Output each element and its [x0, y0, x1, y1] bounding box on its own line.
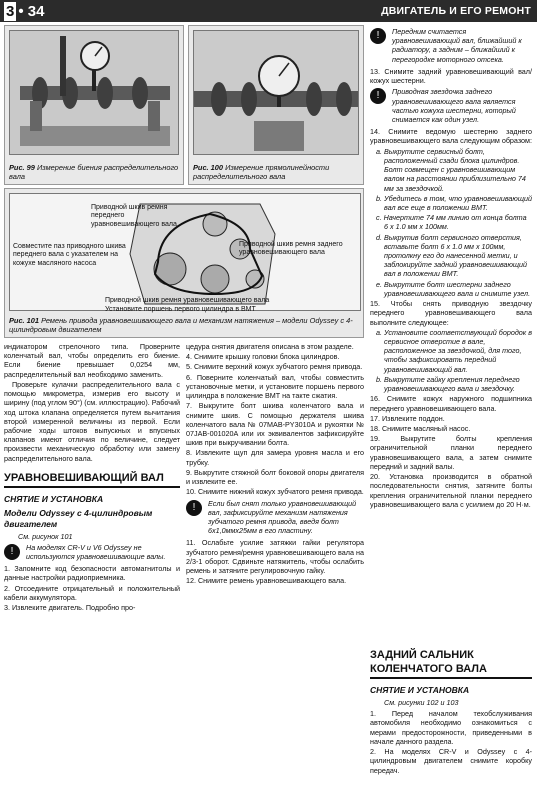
step-20: 20. Установка производится в обратной последовательности снятия, затяните болты крепления ограничительной планки переднего уравновешивающего вала с усилием до 20 Н·м. [370, 472, 532, 509]
dial-indicator-illustration [10, 31, 179, 155]
step-12: 12. Снимите ремень уравновешивающего вала. [186, 576, 347, 586]
figure-101-caption: Рис. 101 Ремень привода уравновешивающего вала и механизм натяжения – модели Odyssey с 4-цилиндровым двигателем [9, 315, 353, 334]
step-15: 15. Чтобы снять приводную звездочку переднего уравновешивающего вала выполните следующее: [370, 299, 532, 327]
heading-removal: СНЯТИЕ И УСТАНОВКА [4, 493, 104, 504]
column-3-bottom [370, 648, 532, 776]
step-14b: b. Убедитесь в том, что уравновешивающий вал все еще в положении ВМТ. [376, 193, 532, 212]
page-header [0, 0, 537, 22]
label-drive-pulley: Приводной шкив ремня уравновешивающего вала [105, 297, 270, 304]
step-15a: а. Установите соответствующий бородок в сервисное отверстие в вале, расположенное за звездочкой, для того, чтобы зафиксировать передний уравновешивающий вал. [376, 327, 532, 374]
column-1 [4, 342, 180, 613]
paragraph-lobes: Проверьте кулачки распределительного вала с помощью микрометра, измерив его высоту и ширину (под углом 90°) (см. иллюстрацию). Рабочий ход штока клапана определяется путем вычитания второй измеренной величины из первой. Если рабочие ходы штоков выпускных и впускных клапанов имеют отличия по величине, следует произвести механическую обработку или замену распределительного вала. [4, 379, 180, 463]
note-rear-sprocket: ! Приводная звездочка заднего уравновешивающего вала является частью кожуха шестерни, который снимается как один узел. [370, 87, 532, 124]
step-2: 2. Отсоедините отрицательный и положительный кабели аккумулятора. [4, 583, 180, 602]
step-5: 5. Снимите верхний кожух зубчатого ремня привода. [186, 362, 363, 372]
warning-icon: ! [4, 544, 20, 560]
step-7: 7. Выкрутите болт шкива коленчатого вала и снимите шкив. С помощью держателя шкива коленчатого вала № 07MAB-PY3010A и рукоятки № 07JAB-001020A или их эквивалентов зафиксируйте шкив при выкручивании болта. [186, 401, 364, 448]
paragraph-continue: цедура снятия двигателя описана в этом разделе. [186, 342, 354, 351]
step-9: 9. Выкрутите стяжной болт боковой опоры двигателя и извлеките ее. [186, 467, 364, 487]
paragraph-runout: индикатором стрелочного типа. Проверните коленчатый вал, чтобы определить его биение. Если биение превышает 0,0254 мм, распределительный вал необходимо заменить. [4, 342, 180, 379]
figure-99-photo [9, 30, 179, 155]
heading-balance-shaft: УРАВНОВЕШИВАЮЩИЙ ВАЛ [4, 471, 180, 488]
step-4: 4. Снимите крышку головки блока цилиндров. [186, 352, 340, 362]
step-1: 1. Запомните код безопасности автомагнитолы и данные настройки радиоприемника. [4, 564, 180, 583]
heading-rear-seal: ЗАДНИЙ САЛЬНИК КОЛЕНЧАТОГО ВАЛА [370, 648, 532, 679]
step-6: 6. Поверните коленчатый вал, чтобы совместить установочные метки, и установите поршень первого цилиндра в положение ВМТ на такте сжатия. [186, 372, 364, 401]
heading-odyssey: Модели Odyssey с 4-цилиндровым двигателем [4, 507, 153, 529]
label-align-slot: Совместите паз приводного шкива переднего вала с указателем на кожухе масляного насоса [13, 243, 126, 267]
label-rear-pulley: Приводной шкив ремня заднего уравновешивающего вала [239, 241, 343, 257]
label-set-piston: Установите поршень первого цилиндра в ВМТ [105, 306, 256, 313]
column-2 [186, 342, 364, 586]
straightness-measure-illustration [194, 31, 359, 155]
note-crv: ! На моделях CR-V и V6 Odyssey не используются уравновешивающие валы. [4, 543, 180, 561]
step-10: 10. Снимите нижний кожух зубчатого ремня привода. [186, 487, 364, 497]
step-8: 8. Извлеките щуп для замера уровня масла и его трубку. [186, 448, 364, 467]
note-tensioner: ! Если был снят только уравновешивающий вал, зафиксируйте механизм натяжения зубчатого ремня привода, введя болт 6х1,0ммх25мм в его пластину. [186, 499, 364, 536]
step-14d: d. Выкрутив болт сервисного отверстия, вставьте болт 6 х 1.0 мм х 100мм, протолкну его до нанесенной метки, и заблокируйте задний уравновешивающий вал в положении ВМТ. [376, 232, 528, 279]
step-1-seal: 1. Перед началом техобслуживания автомобиля необходимо ознакомиться с мерами предосторожности, приведенными в начале данного раздела. [370, 709, 532, 746]
figure-99-caption: Рис. 99 Измерение биения распределительного вала [9, 162, 179, 181]
step-18: 18. Снимите масляный насос. [370, 423, 471, 433]
step-14a: а. Выкрутите сервисный болт, расположенный сзади блока цилиндров. Болт совмещен с уравновешивающим валом на расстоянии приблизительно 74 мм за звездочкой. [376, 146, 526, 193]
figure-reference: См. рисунок 101 [18, 531, 73, 541]
figure-101 [4, 188, 364, 338]
page-number: 3 • 34 [6, 3, 45, 20]
step-16: 16. Снимите кожух наружного подшипника переднего уравновешивающего вала. [370, 394, 532, 413]
step-11: 11. Ослабьте усилие затяжки гайки регулятора зубчатого ремня/ремня уравновешивающего вала на 2/3-1 оборот. Сдвиньте натяжитель, чтобы ослабить ремень и затяните регулировочную гайку. [186, 538, 364, 576]
step-13: 13. Снимите задний уравновешивающий вал/кожух шестерни. [370, 66, 532, 86]
step-14c: c. Начертите 74 мм линию от конца болта 6 х 1.0 мм х 100мм. [376, 213, 527, 232]
step-2-seal: 2. На моделях CR-V и Odyssey с 4-цилиндровым двигателем снимите коробку передач. [370, 747, 532, 775]
step-14: 14. Снимите ведомую шестерню заднего уравновешивающего вала следующим образом: [370, 127, 532, 146]
figure-100 [188, 25, 364, 185]
figure-reference-2: См. рисунки 102 и 103 [384, 698, 459, 708]
step-17: 17. Извлеките поддон. [370, 413, 445, 423]
warning-icon: ! [186, 500, 202, 516]
label-front-pulley: Приводной шкив ремня переднего уравновешивающего вала [91, 204, 177, 228]
note-front-shaft: ! Передним считается уравновешивающий вал, ближайший к радиатору, а задним – ближайший к перегородке моторного отсека. [370, 27, 532, 64]
figure-100-photo [193, 30, 359, 155]
warning-icon: ! [370, 28, 386, 44]
step-14e: e. Выкрутите болт шестерни заднего уравновешивающего вала и снимите узел. [376, 279, 531, 298]
step-19: 19. Выкрутите болты крепления ограничительной планки переднего уравновешивающего вала, а затем снимите передний и задний валы. [370, 434, 532, 471]
figure-99 [4, 25, 184, 185]
step-3: 3. Извлеките двигатель. Подробно про- [4, 603, 136, 613]
column-right-top [370, 25, 532, 510]
section-title: ДВИГАТЕЛЬ И ЕГО РЕМОНТ [381, 5, 531, 17]
heading-removal-2: СНЯТИЕ И УСТАНОВКА [370, 685, 470, 696]
step-15b: b. Выкрутите гайку крепления переднего уравновешивающего вала и звездочку. [376, 374, 520, 394]
warning-icon: ! [370, 88, 386, 104]
figure-100-caption: Рис. 100 Измерение прямолинейности распределительного вала [193, 162, 330, 181]
